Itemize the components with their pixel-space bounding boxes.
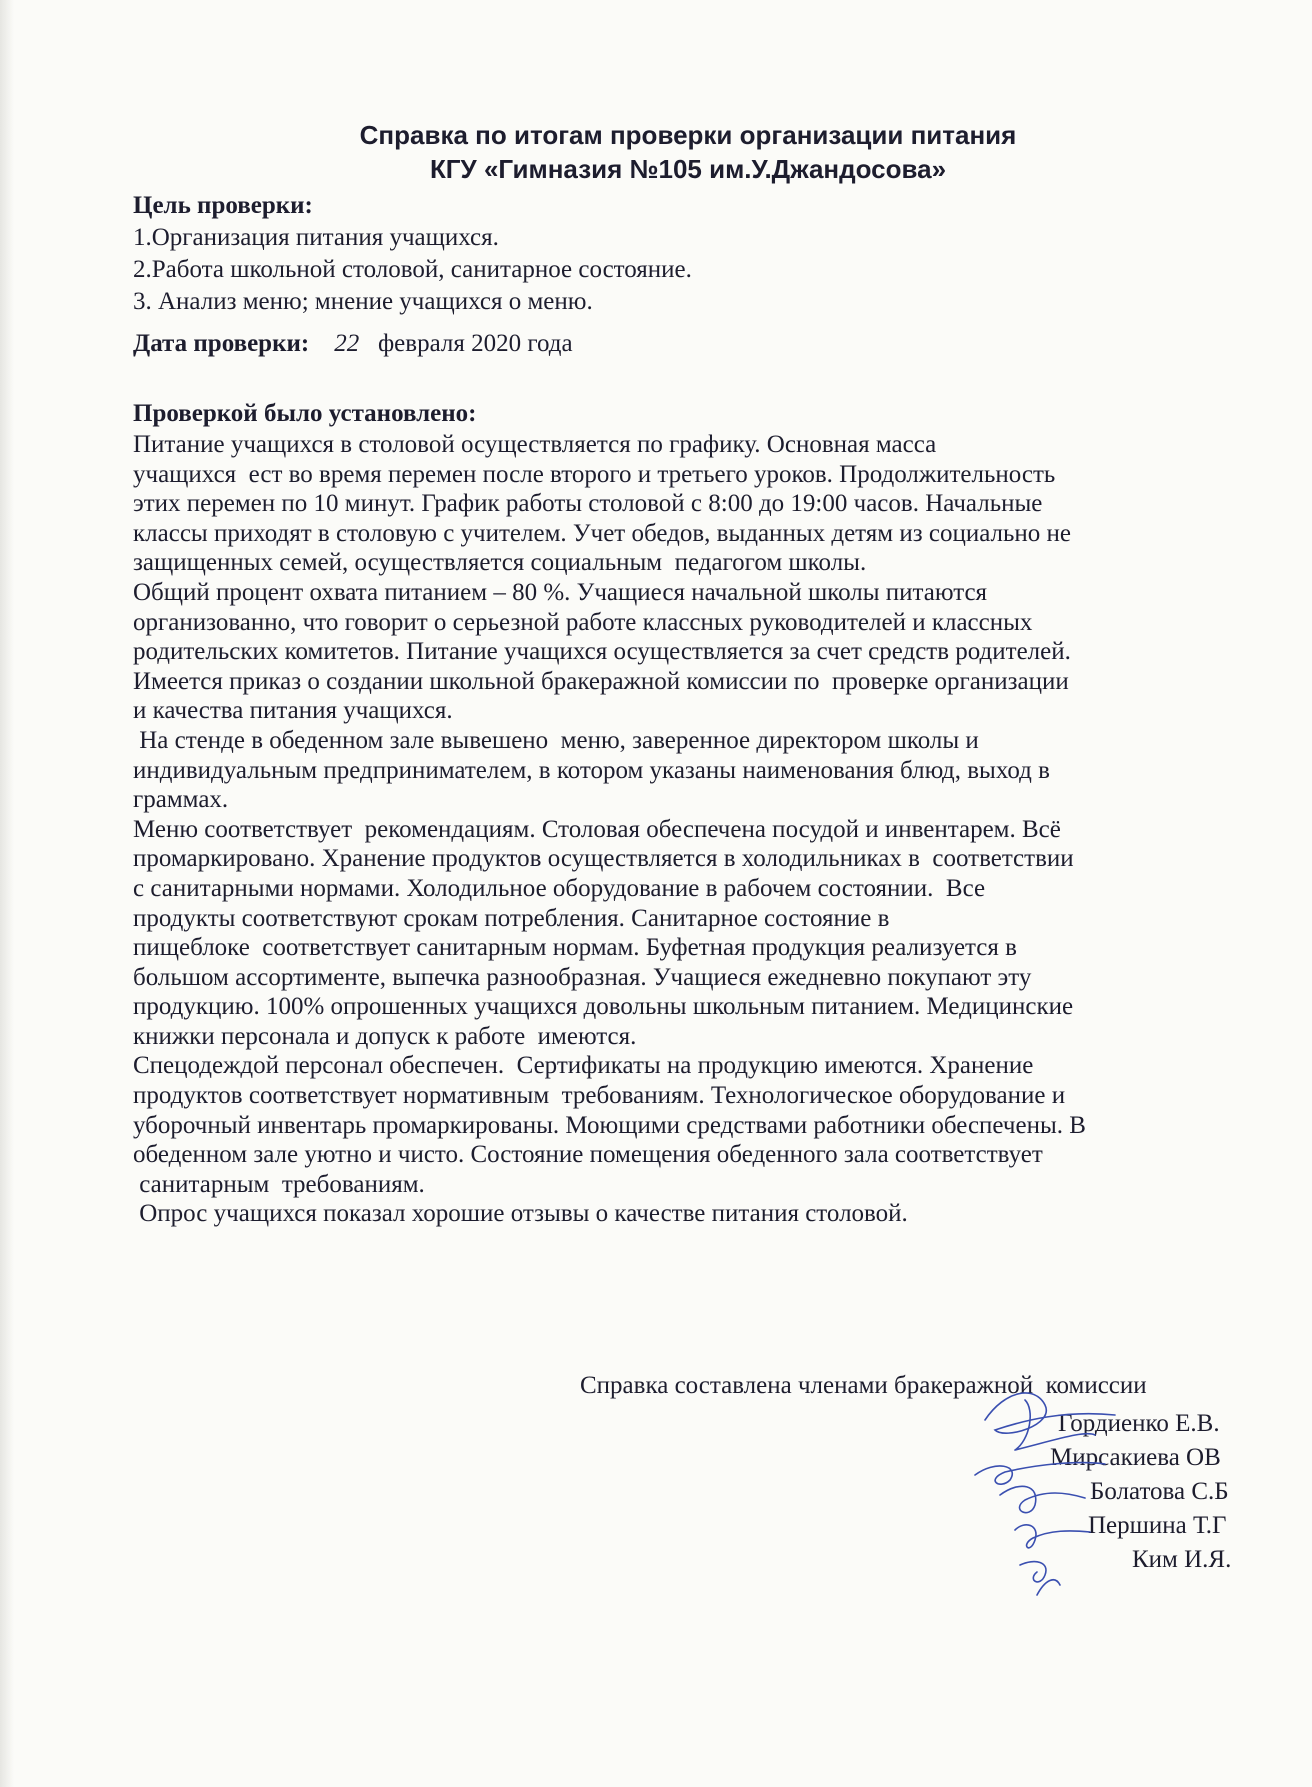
purpose-item: 3. Анализ меню; мнение учащихся о меню. — [133, 288, 593, 315]
findings-line: и качества питания учащихся. — [133, 697, 453, 725]
findings-line: На стенде в обеденном зале вывешено меню, заверенное директором школы и — [133, 726, 979, 754]
member-name: Гордиенко Е.В. — [1058, 1410, 1220, 1437]
findings-line: Общий процент охвата питанием – 80 %. Учащиеся начальной школы питаются — [133, 578, 988, 606]
purpose-list — [133, 222, 1263, 318]
document-title — [133, 118, 1243, 186]
findings-line: промаркировано. Хранение продуктов осуществляется в холодильниках в соответствии — [133, 845, 1074, 873]
member-name: Ким И.Я. — [1132, 1546, 1232, 1573]
findings-line: классы приходят в столовую с учителем. Учет обедов, выданных детям из социально не — [133, 519, 1072, 547]
findings-line: родительских комитетов. Питание учащихся осуществляется за счет средств родителей. — [133, 638, 1071, 666]
signature-caption: Справка составлена членами бракеражной комиссии — [580, 1372, 1147, 1399]
member-name: Болатова С.Б — [1090, 1478, 1229, 1505]
findings-line: книжки персонала и допуск к работе имеются. — [133, 1022, 637, 1050]
date-rest: февраля 2020 года — [377, 330, 573, 357]
handwritten-signatures-scribble — [965, 1380, 1195, 1610]
inspection-date-row — [133, 328, 1263, 360]
findings-line: продукты соответствуют срокам потребления. Санитарное состояние в — [133, 904, 890, 932]
findings-text — [133, 430, 1263, 1229]
findings-line: индивидуальным предпринимателем, в котором указаны наименования блюд, выход в — [133, 756, 1050, 784]
purpose-item: 1.Организация питания учащихся. — [133, 224, 499, 251]
date-day: 22 — [334, 330, 360, 357]
document-body — [133, 118, 1263, 1229]
findings-line: продукцию. 100% опрошенных учащихся довольны школьным питанием. Медицинские — [133, 993, 1074, 1021]
findings-line: продуктов соответствует нормативным требованиям. Технологическое оборудование и — [133, 1082, 1066, 1110]
title-line-1: Справка по итогам проверки организации питания — [359, 120, 1017, 150]
member-name: Першина Т.Г — [1088, 1512, 1227, 1539]
findings-line: обеденном зале уютно и чисто. Состояние помещения обеденного зала соответствует — [133, 1141, 1043, 1169]
findings-line: Спецодеждой персонал обеспечен. Сертификаты на продукцию имеются. Хранение — [133, 1052, 1034, 1080]
findings-line: Опрос учащихся показал хорошие отзывы о качестве питания столовой. — [133, 1200, 908, 1228]
findings-line: с санитарными нормами. Холодильное оборудование в рабочем состоянии. Все — [133, 874, 986, 902]
date-label: Дата проверки: — [133, 330, 310, 357]
member-name: Мирсакиева ОВ — [1050, 1444, 1221, 1471]
purpose-item: 2.Работа школьной столовой, санитарное состояние. — [133, 256, 692, 283]
findings-line: Имеется приказ о создании школьной бракеражной комиссии по проверке организации — [133, 667, 1069, 695]
findings-line: пищеблоке соответствует санитарным нормам. Буфетная продукция реализуется в — [133, 934, 1017, 962]
findings-line: этих перемен по 10 минут. График работы столовой с 8:00 до 19:00 часов. Начальные — [133, 490, 1043, 518]
findings-line: Меню соответствует рекомендациям. Столовая обеспечена посудой и инвентарем. Всё — [133, 815, 1061, 843]
findings-line: защищенных семей, осуществляется социальным педагогом школы. — [133, 549, 867, 577]
page-edge-shadow — [0, 0, 14, 1787]
findings-line: учащихся ест во время перемен после второго и третьего уроков. Продолжительность — [133, 460, 1056, 488]
findings-line: граммах. — [133, 786, 229, 814]
findings-line: уборочный инвентарь промаркированы. Моющими средствами работники обеспечены. В — [133, 1111, 1086, 1139]
findings-line: большом ассортименте, выпечка разнообразная. Учащиеся ежедневно покупают эту — [133, 963, 1032, 991]
findings-line: Питание учащихся в столовой осуществляется по графику. Основная масса — [133, 431, 937, 458]
findings-heading: Проверкой было установлено: — [133, 400, 477, 427]
purpose-heading: Цель проверки: — [133, 192, 313, 219]
findings-line: организованно, что говорит о серьезной работе классных руководителей и классных — [133, 608, 1033, 636]
title-line-2: КГУ «Гимназия №105 им.У.Джандосова» — [429, 154, 947, 184]
findings-line: санитарным требованиям. — [133, 1170, 425, 1198]
